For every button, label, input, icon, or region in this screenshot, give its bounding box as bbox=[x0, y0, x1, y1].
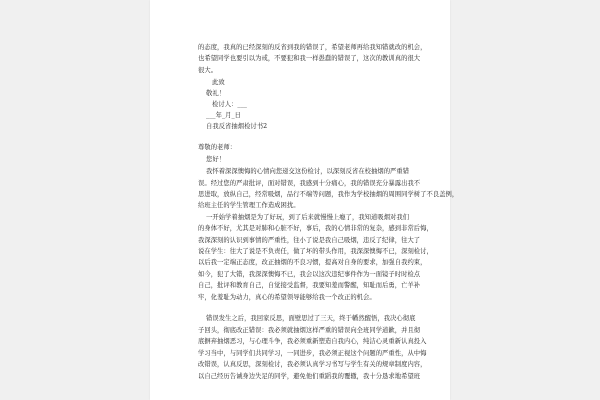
paragraph-line: 思进取，放纵自己，经常吸烟，品行不端等问题，我作为学校抽烟的周围同学树了不良盖例， bbox=[198, 191, 459, 198]
closing-regards: 敬礼！ bbox=[206, 90, 226, 97]
paragraph-line: 说在学生：往大了说是不负责任，做了坏的带头作用，我深深懊悔不已，深刻检讨， bbox=[198, 248, 433, 255]
paragraph-line: 错误发生之后，我回家反思，面壁思过了三天，终于幡然醒悟，我决心彻底 bbox=[206, 315, 416, 322]
paragraph-line: 学习当中，与同学们共同学习，一同进步，我必须正视这个问题的严重性，从中悔 bbox=[198, 350, 427, 357]
paragraph-line: 牢，化羞耻为动力，真心的希望领导能够给我一个改正的机会。 bbox=[198, 294, 376, 301]
paragraph-line: 也希望同学也要引以为戒，不要犯和我一样愚蠢的错误了，这次的教训真的很大 bbox=[198, 55, 421, 62]
paragraph-line: 改错误，认真反思，深刻检讨，我必须认真学习书写与学生有关的规章制度内容， bbox=[198, 361, 427, 368]
greeting-hello: 您好！ bbox=[206, 156, 226, 163]
date-line: ___年_月_日 bbox=[206, 112, 242, 119]
greeting: 尊敬的老师： bbox=[198, 144, 237, 151]
paragraph-line: 自己，批评和教育自己，自觉接受监督，我要知羞而警醒，知耻而后勇，亡羊补 bbox=[198, 282, 421, 289]
paragraph-line: 子回头，彻底改正错误：我必须就抽烟这样严重的错误向全班同学道歉，并且彻 bbox=[198, 327, 421, 334]
paragraph-line: 我深深刻的认识到事情的严重性，往小了说是我自己吸烟，违反了纪律，往大了 bbox=[198, 237, 421, 244]
signature-line: 检讨人：___ bbox=[212, 101, 247, 108]
paragraph-line: 以后我一定端正态度，改正抽烟的不良习惯，提高对自身的要求，加强自我约束， bbox=[198, 259, 427, 266]
paragraph-line: 如今，犯了大错，我深深懊悔不已，我会以这次违纪事件作为一面镜子时时检点 bbox=[198, 271, 421, 278]
paragraph-line: 给班主任的学生管理工作造成困扰。 bbox=[198, 202, 300, 209]
paragraph-line: 底摒弃抽烟恶习，与心理斗争，我必须重新塑造自我内心，纯洁心灵重新认真投入 bbox=[198, 338, 427, 345]
paragraph-line: 以自己经历告诫身边失足的同学，避免他们重蹈我的覆辙，我十分恳求地希望班 bbox=[198, 373, 421, 380]
paragraph-line: 我怀着深深懊悔的心情向您递交这份检讨，以深刻反省在校抽烟的严重错 bbox=[206, 168, 410, 175]
paragraph-line: 误。经过您的严肃批评，面对错误，我感到十分痛心，我的错误充分暴露出我不 bbox=[198, 180, 421, 187]
paragraph-line: 一开始学着抽烟是为了好玩，到了后来就慢慢上瘾了，我知道吸烟对我们 bbox=[206, 214, 410, 221]
paragraph-line: 很大。 bbox=[198, 67, 218, 74]
paragraph-line: 的身体不好，尤其是对肺和心脏不好，事后，我的心情非常的复杂，感到非常后悔， bbox=[198, 225, 433, 232]
closing-salutation: 此致 bbox=[212, 79, 225, 86]
document-page bbox=[150, 0, 459, 400]
paragraph-line: 的态度，我真的已经深刻的反省到我的错误了，希望老师再给我知错就改的机会， bbox=[198, 44, 427, 51]
section-title: 自我反省抽烟检讨书2 bbox=[206, 123, 268, 130]
